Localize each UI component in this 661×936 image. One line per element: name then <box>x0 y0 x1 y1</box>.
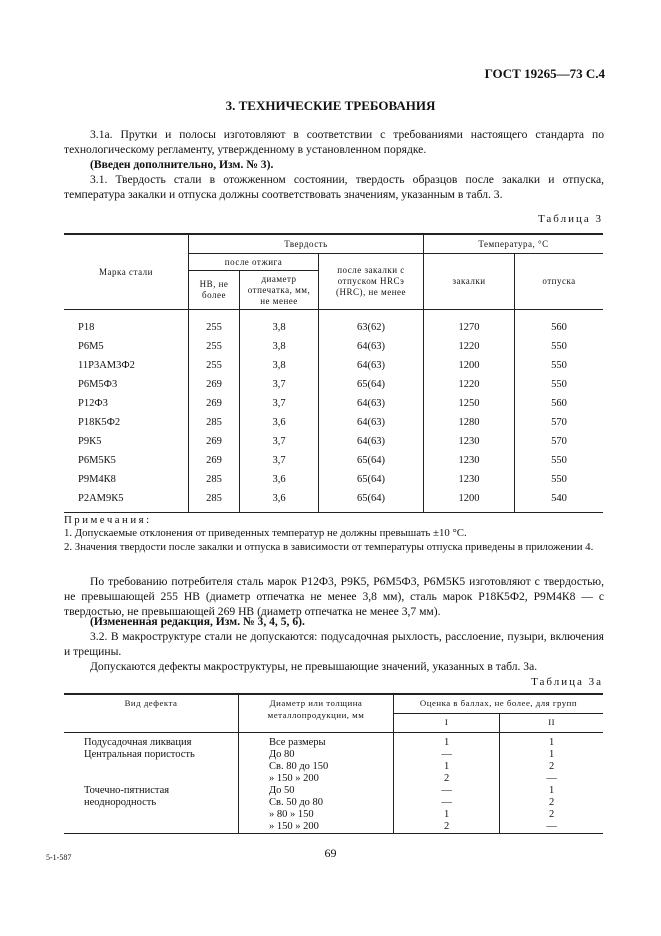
table-3 <box>64 233 603 513</box>
col-header-annealed: после отжига <box>189 254 319 271</box>
cell-temper: 550 <box>515 375 604 394</box>
cell-hrc: 64(63) <box>319 394 424 413</box>
cell-hb: 269 <box>189 394 240 413</box>
document-header: ГОСТ 19265—73 С.4 <box>484 66 605 81</box>
col-header-score: Оценка в баллах, не более, для групп <box>394 694 604 714</box>
col-header-hardness: Твердость <box>189 234 424 254</box>
cell-hb: 285 <box>189 413 240 432</box>
cell-mark: Р6М5К5 <box>64 451 189 470</box>
footer-print-code: 5-1-587 <box>46 853 72 862</box>
notes-title: Примечания: <box>64 514 152 526</box>
cell-quench: 1230 <box>424 451 515 470</box>
cell-hb: 269 <box>189 432 240 451</box>
col-header-group-1: I <box>394 714 500 733</box>
paragraph-consumer: По требованию потребителя сталь марок Р12Ф3, Р9К5, Р6М5Ф3, Р6М5К5 изготовляют с твердостью, не превышающей 255 НВ (диаметр отпечатка не менее 3,8 мм), сталь марок Р18К5Ф2, Р9М4К8 — с твердостью, не превышающей 269 НВ (диаметр отпечатка не менее 3,7 мм). <box>64 575 604 618</box>
table-row <box>64 394 603 413</box>
cell-hrc: 65(64) <box>319 470 424 489</box>
cell-mark: Р6М5Ф3 <box>64 375 189 394</box>
cell-diameter: 3,6 <box>240 470 319 489</box>
col-header-hrc: после закалки с отпуском HRCэ (HRC), не менее <box>319 254 424 310</box>
size-ranges: Все размеры До 80 Св. 80 до 150 » 150 » 200 До 50 Св. 50 до 80 » 80 » 150 » 150 » 200 <box>239 733 394 834</box>
col-header-mark: Марка стали <box>64 234 189 310</box>
cell-temper: 540 <box>515 489 604 513</box>
paragraph-3-2: 3.2. В макроструктуре стали не допускаются: подусадочная рыхлость, расслоение, пузыри, включения и трещины. <box>64 630 604 658</box>
cell-quench: 1220 <box>424 375 515 394</box>
cell-mark: 11Р3АМ3Ф2 <box>64 356 189 375</box>
cell-quench: 1230 <box>424 470 515 489</box>
cell-diameter: 3,7 <box>240 432 319 451</box>
cell-hrc: 63(62) <box>319 310 424 338</box>
cell-quench: 1270 <box>424 310 515 338</box>
col-header-temperature: Температура, °С <box>424 234 604 254</box>
cell-hrc: 65(64) <box>319 451 424 470</box>
cell-quench: 1220 <box>424 337 515 356</box>
cell-temper: 550 <box>515 470 604 489</box>
cell-temper: 570 <box>515 413 604 432</box>
cell-diameter: 3,6 <box>240 489 319 513</box>
table-row <box>64 489 603 513</box>
cell-quench: 1250 <box>424 394 515 413</box>
cell-hb: 255 <box>189 310 240 338</box>
cell-quench: 1280 <box>424 413 515 432</box>
cell-temper: 550 <box>515 356 604 375</box>
cell-diameter: 3,7 <box>240 451 319 470</box>
cell-mark: Р18К5Ф2 <box>64 413 189 432</box>
cell-hrc: 64(63) <box>319 337 424 356</box>
table-row <box>64 451 603 470</box>
cell-hb: 255 <box>189 356 240 375</box>
cell-diameter: 3,8 <box>240 310 319 338</box>
cell-hb: 285 <box>189 489 240 513</box>
cell-mark: Р2АМ9К5 <box>64 489 189 513</box>
table-row <box>64 310 603 338</box>
page-number: 69 <box>324 846 337 860</box>
group-1-scores: 1 — 1 2 — — 1 2 <box>394 733 500 834</box>
cell-hrc: 64(63) <box>319 413 424 432</box>
cell-mark: Р12Ф3 <box>64 394 189 413</box>
table-row <box>64 470 603 489</box>
paragraph-3-2b: Допускаются дефекты макроструктуры, не превышающие значений, указанных в табл. 3а. <box>90 660 538 673</box>
cell-hb: 269 <box>189 451 240 470</box>
cell-hb: 269 <box>189 375 240 394</box>
note-1: 1. Допускаемые отклонения от приведенных температур не должны превышать ±10 °С. <box>64 527 467 539</box>
cell-mark: Р9К5 <box>64 432 189 451</box>
cell-mark: Р6М5 <box>64 337 189 356</box>
table-row <box>64 337 603 356</box>
table-3a-caption: Таблица 3а <box>531 676 603 688</box>
col-header-group-2: II <box>500 714 603 733</box>
cell-temper: 560 <box>515 310 604 338</box>
cell-hrc: 64(63) <box>319 432 424 451</box>
paragraph-3-1: 3.1. Твердость стали в отожженном состоянии, твердость образцов после закалки и отпуска, температура закалки и отпуска должны соответствовать значениям, указанным в табл. 3. <box>64 173 604 201</box>
table-3-caption: Таблица 3 <box>537 213 603 225</box>
section-title: 3. ТЕХНИЧЕСКИЕ ТРЕБОВАНИЯ <box>225 98 436 113</box>
paragraph-3-1a-note: (Введен дополнительно, Изм. № 3). <box>90 158 274 171</box>
cell-diameter: 3,8 <box>240 337 319 356</box>
col-header-size: Диаметр или толщина металлопродукции, мм <box>239 694 394 733</box>
col-header-quench: закалки <box>424 254 515 310</box>
cell-temper: 560 <box>515 394 604 413</box>
cell-temper: 550 <box>515 337 604 356</box>
paragraph-3-1a: 3.1а. Прутки и полосы изготовляют в соответствии с требованиями настоящего стандарта по технологическому регламенту, утвержденному в установленном порядке. <box>64 128 604 156</box>
col-header-hb: НВ, не более <box>189 271 240 310</box>
cell-quench: 1230 <box>424 432 515 451</box>
cell-diameter: 3,7 <box>240 394 319 413</box>
cell-diameter: 3,7 <box>240 375 319 394</box>
cell-hrc: 64(63) <box>319 356 424 375</box>
paragraph-consumer-note: (Измененная редакция, Изм. № 3, 4, 5, 6). <box>90 615 305 628</box>
cell-temper: 570 <box>515 432 604 451</box>
cell-quench: 1200 <box>424 356 515 375</box>
col-header-temper: отпуска <box>515 254 604 310</box>
cell-diameter: 3,6 <box>240 413 319 432</box>
cell-hb: 255 <box>189 337 240 356</box>
cell-mark: Р18 <box>64 310 189 338</box>
table-row <box>64 356 603 375</box>
cell-hrc: 65(64) <box>319 489 424 513</box>
cell-mark: Р9М4К8 <box>64 470 189 489</box>
col-header-defect: Вид дефекта <box>64 694 239 733</box>
cell-hb: 285 <box>189 470 240 489</box>
table-3a <box>64 693 603 834</box>
table-3-body <box>64 310 603 513</box>
defect-types: Подусадочная ликвация Центральная пористость Точечно-пятнистая неоднородность <box>64 733 239 834</box>
col-header-diameter: диаметр отпечатка, мм, не менее <box>240 271 319 310</box>
table-row <box>64 432 603 451</box>
table-row <box>64 413 603 432</box>
cell-diameter: 3,8 <box>240 356 319 375</box>
table-row <box>64 375 603 394</box>
cell-quench: 1200 <box>424 489 515 513</box>
cell-hrc: 65(64) <box>319 375 424 394</box>
group-2-scores: 1 1 2 — 1 2 2 — <box>500 733 603 834</box>
note-2: 2. Значения твердости после закалки и отпуска в зависимости от температуры отпуска приведены в приложении 4. <box>64 541 594 553</box>
cell-temper: 550 <box>515 451 604 470</box>
